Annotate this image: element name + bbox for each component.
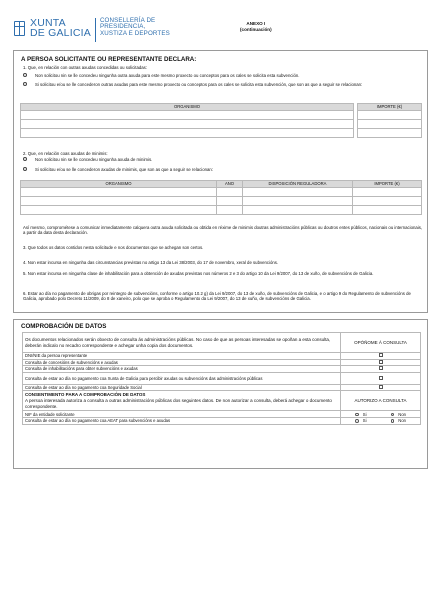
logo-text: XUNTA DE GALICIA <box>30 17 91 39</box>
consent-intro: A persoa interesada autoriza a consulta a outras administracións públicas dos seguintes datos. De non autorizar a consulta, deberá achegar o documento correspondente. <box>25 398 332 409</box>
authorize-no[interactable]: Non <box>391 418 406 423</box>
table-cell[interactable] <box>358 120 422 129</box>
oppose-checkbox[interactable] <box>379 353 383 357</box>
page-header <box>13 18 428 48</box>
consent-block <box>23 391 341 411</box>
authorize-yes[interactable]: Si <box>355 418 367 423</box>
col-ano: ANO <box>217 181 243 188</box>
consent-title: CONSENTIMENTO PARA A COMPROBACIÓN DE DATOS <box>25 392 146 398</box>
declaration-item-5: 5. Non estar incursa en ningunha clase de inhabilitación para a obtención de axudas previstas nos números 2 e 3 do artigo 10 da Lei 9/2007, do 13 de xuño, de subvencións de Galicia. <box>23 271 374 276</box>
table-cell[interactable] <box>217 188 243 197</box>
table-cell[interactable] <box>353 206 422 215</box>
no-radio[interactable] <box>391 419 395 423</box>
oppose-checkbox[interactable] <box>379 360 383 364</box>
data-check-section <box>13 319 428 469</box>
declaration-title: A PERSOA SOLICITANTE OU REPRESENTANTE DECLARA: <box>21 56 197 63</box>
table-cell[interactable] <box>243 197 353 206</box>
q1-no-radio[interactable] <box>23 73 27 77</box>
authorize-item: NIF da entidade solicitante <box>23 411 341 418</box>
q1-option-no[interactable]: Non solicitou nin se lle concedeu ningunha outra axuda para este mesmo proxecto ou conceptos para os cales se solicita esta subvención. <box>23 73 395 78</box>
q2-yes-radio[interactable] <box>23 167 27 171</box>
table-cell[interactable] <box>243 188 353 197</box>
q1-yes-radio[interactable] <box>23 82 27 86</box>
col-importe: IMPORTE (€) <box>353 181 422 188</box>
authorize-yes[interactable]: Si <box>355 412 367 417</box>
q1-option-yes[interactable]: Si solicitou e/ou se lle concederon outras axudas para este mesmo proxecto ou conceptos para os cales se solicita esta subvención, que son as que a seguir se relacionan: <box>23 82 395 87</box>
table-cell[interactable] <box>217 197 243 206</box>
table-cell[interactable] <box>21 120 354 129</box>
annex-title: ANEXO I (continuación) <box>240 21 272 32</box>
q2-option-yes[interactable]: Si solicitou e/ou se lle concederon axudas de minimis, que son as que a seguir se relacionan: <box>23 167 395 172</box>
col-importe: IMPORTE (€) <box>358 104 422 111</box>
table-cell[interactable] <box>358 111 422 120</box>
question-1: 1. Que, en relación con outras axudas concedidas ou solicitadas: <box>23 65 147 70</box>
q2-option-no[interactable]: Non solicitou nin se lle concedeu ningunha axuda de minimis. <box>23 157 395 162</box>
department-name: CONSELLERÍA DE PRESIDENCIA, XUSTIZA E DEPORTES <box>99 17 170 37</box>
table-cell[interactable] <box>243 206 353 215</box>
table-cell[interactable] <box>217 206 243 215</box>
commitment-text: Así mesmo, comprométese a comunicar inmediatamente calquera outra axuda solicitada ou obtida en réxime de minimis doutras administracións públicas ou doutros entes públicos, nacionais ou internacionais, a partir da data desta declaración. <box>23 225 423 236</box>
oppose-item: Consulta de inhabilitacións para obter subvencións e axudas <box>23 366 341 373</box>
galicia-emblem-icon <box>13 18 27 41</box>
table-cell[interactable] <box>21 129 354 138</box>
table-cell[interactable] <box>21 188 217 197</box>
authorize-header: AUTORIZO A CONSULTA <box>341 391 421 411</box>
col-disposicion: DISPOSICIÓN REGULADORA <box>243 181 353 188</box>
minimis-aid-table <box>20 180 422 215</box>
oppose-checkbox[interactable] <box>379 376 383 380</box>
declaration-item-4: 4. Non estar incursa en ningunha das circunstancias previstas no artigo 13 da Lei 38/2003, do 17 de novembro, xeral de subvencións. <box>23 260 279 265</box>
no-radio[interactable] <box>391 413 395 417</box>
table-cell[interactable] <box>353 197 422 206</box>
data-check-title: COMPROBACIÓN DE DATOS <box>21 323 107 330</box>
table-cell[interactable] <box>21 197 217 206</box>
oppose-item: Consulta de estar ao día no pagamento coa Seguridade Social <box>23 384 341 391</box>
logo-divider <box>95 18 96 42</box>
oppose-item: Consulta de concesións de subvencións e axudas <box>23 359 341 366</box>
other-aid-table <box>20 103 422 138</box>
oppose-item: DNI/NIE da persoa representante <box>23 353 341 360</box>
table-cell[interactable] <box>21 111 354 120</box>
yes-radio[interactable] <box>355 413 359 417</box>
col-organismo: ORGANISMO <box>21 104 354 111</box>
declaration-item-6: 6. Estar ao día no pagamento de obrigas por reintegro de subvencións, conforme o artigo 10.2 g) da Lei 9/2007, do 13 de xuño, de subvencións de Galicia, e o artigo 9 do Regulamento de subvencións de Galicia, aprobado polo Decreto 11/2009, do 8 de xaneiro, polo que se aproba o Regulamento da Lei 9/2007, do 13 de xuño, de subvencións de Galicia. <box>23 291 411 302</box>
table-cell[interactable] <box>358 129 422 138</box>
xunta-logo <box>13 18 170 42</box>
table-cell[interactable] <box>353 188 422 197</box>
authorize-no[interactable]: Non <box>391 412 406 417</box>
data-check-table <box>22 332 421 425</box>
q2-no-radio[interactable] <box>23 157 27 161</box>
col-organismo: ORGANISMO <box>21 181 217 188</box>
authorize-item: Consulta de estar ao día no pagamento coa AEAT para subvencións e axudas <box>23 417 341 424</box>
declaration-section <box>13 50 428 313</box>
oppose-checkbox[interactable] <box>379 385 383 389</box>
declaration-item-3: 3. Que todos os datos contidos nesta solicitude e nos documentos que se achegan son certos. <box>23 245 204 250</box>
oppose-item: Consulta de estar ao día no pagamento coa Xunta de Galicia para percibir axudas ou subvencións das administracións públicas <box>23 372 341 384</box>
yes-radio[interactable] <box>355 419 359 423</box>
oppose-intro: Os documentos relacionados serán obxecto de consulta ás administracións públicas. No caso de que as persoas interesadas se opoñan a esta consulta, deberán indicalo no recadro correspondente e achegar unha copia dos documentos. <box>23 333 341 353</box>
oppose-header: OPÓÑOME Á CONSULTA <box>341 333 421 353</box>
question-2: 2. Que, en relación coas axudas de minimis: <box>23 151 108 156</box>
table-cell[interactable] <box>21 206 217 215</box>
oppose-checkbox[interactable] <box>379 366 383 370</box>
